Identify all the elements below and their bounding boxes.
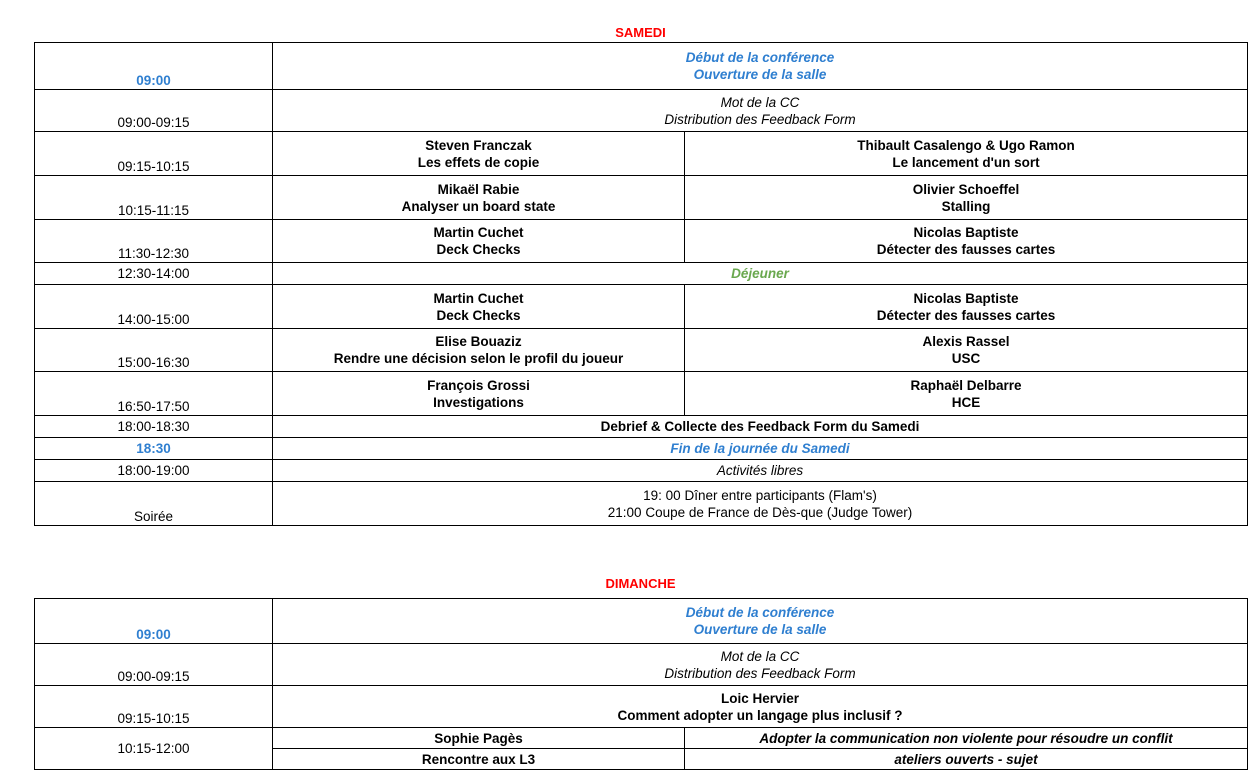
plenary-cell: [273, 686, 1248, 728]
table-row: [35, 329, 1248, 372]
table-row: [35, 482, 1248, 526]
table-row: [35, 43, 1248, 90]
opening-line-1: Début de la conférence: [685, 605, 835, 620]
table-row: [35, 285, 1248, 329]
time-cell: 09:00-09:15: [35, 644, 273, 686]
speaker: Elise Bouaziz: [435, 334, 522, 349]
session-right: [685, 132, 1248, 176]
evening-cell: [273, 482, 1248, 526]
session-left: [273, 132, 685, 176]
topic: Les effets de copie: [417, 154, 540, 170]
session-right: ateliers ouverts - sujet: [685, 749, 1248, 770]
topic: Rendre une décision selon le profil du joueur: [333, 351, 624, 366]
table-row: [35, 90, 1248, 132]
opening-line-2: Ouverture de la salle: [693, 622, 827, 637]
topic: Détecter des fausses cartes: [876, 307, 1056, 323]
session-left: [273, 220, 685, 263]
debrief-cell: Debrief & Collecte des Feedback Form du Samedi: [273, 416, 1248, 438]
day-title-saturday: SAMEDI: [615, 25, 666, 40]
time-cell: 10:15-11:15: [35, 176, 273, 220]
table-row: [35, 416, 1248, 438]
topic: Deck Checks: [436, 307, 521, 323]
time-cell: 09:00: [35, 43, 273, 90]
evening-line-1: 19: 00 Dîner entre participants (Flam's): [643, 487, 877, 503]
session-right: [685, 285, 1248, 329]
speaker: Martin Cuchet: [433, 225, 524, 240]
table-row: [35, 460, 1248, 482]
table-row: [35, 728, 1248, 749]
time-cell: 11:30-12:30: [35, 220, 273, 263]
session-right: Adopter la communication non violente pour résoudre un conflit: [685, 728, 1248, 749]
topic: Le lancement d'un sort: [892, 154, 1040, 170]
session-left: Rencontre aux L3: [273, 749, 685, 770]
welcome-line-2: Distribution des Feedback Form: [664, 665, 856, 681]
schedule-table-sunday: [34, 598, 1248, 770]
table-row: [35, 644, 1248, 686]
speaker: Raphaël Delbarre: [910, 377, 1022, 393]
topic: HCE: [951, 394, 981, 410]
session-left: Sophie Pagès: [273, 728, 685, 749]
free-activities-cell: Activités libres: [273, 460, 1248, 482]
session-left: [273, 372, 685, 416]
time-cell: 09:15-10:15: [35, 686, 273, 728]
topic: USC: [951, 351, 981, 366]
opening-cell: [273, 43, 1248, 90]
day-title-sunday: DIMANCHE: [605, 576, 676, 591]
welcome-cell: [273, 644, 1248, 686]
speaker: Loic Hervier: [720, 690, 800, 706]
opening-cell: [273, 599, 1248, 644]
speaker: Steven Franczak: [425, 137, 532, 153]
speaker: Thibault Casalengo & Ugo Ramon: [857, 137, 1075, 153]
time-cell: 18:00-18:30: [35, 416, 273, 438]
time-cell: 15:00-16:30: [35, 329, 273, 372]
topic: Deck Checks: [436, 242, 521, 257]
evening-line-2: 21:00 Coupe de France de Dès-que (Judge Tower): [607, 504, 913, 520]
time-cell: 18:30: [35, 438, 273, 460]
session-right: [685, 372, 1248, 416]
session-right: [685, 329, 1248, 372]
session-left: [273, 176, 685, 220]
end-day-cell: Fin de la journée du Samedi: [273, 438, 1248, 460]
speaker: Alexis Rassel: [922, 334, 1010, 349]
time-cell: 09:00: [35, 599, 273, 644]
time-cell: Soirée: [35, 482, 273, 526]
session-left: [273, 329, 685, 372]
session-right: [685, 176, 1248, 220]
lunch-cell: Déjeuner: [273, 263, 1248, 285]
table-row: [35, 438, 1248, 460]
time-cell: 18:00-19:00: [35, 460, 273, 482]
topic: Stalling: [941, 198, 991, 214]
time-cell: 14:00-15:00: [35, 285, 273, 329]
topic: Détecter des fausses cartes: [876, 242, 1056, 257]
time-cell: 10:15-12:00: [35, 728, 273, 770]
time-cell: 12:30-14:00: [35, 263, 273, 285]
time-cell: 09:00-09:15: [35, 90, 273, 132]
opening-line-1: Début de la conférence: [685, 50, 835, 65]
table-row: [35, 263, 1248, 285]
table-row: [35, 176, 1248, 220]
table-row: [35, 132, 1248, 176]
speaker: Mikaël Rabie: [437, 181, 520, 197]
table-row: [35, 599, 1248, 644]
topic: Comment adopter un langage plus inclusif ?: [617, 707, 903, 723]
welcome-line-1: Mot de la CC: [720, 648, 800, 664]
speaker: Nicolas Baptiste: [913, 225, 1019, 240]
welcome-line-1: Mot de la CC: [720, 94, 800, 110]
welcome-line-2: Distribution des Feedback Form: [664, 111, 856, 127]
speaker: Martin Cuchet: [433, 290, 524, 306]
topic: Analyser un board state: [401, 198, 556, 214]
opening-line-2: Ouverture de la salle: [693, 67, 827, 82]
welcome-cell: [273, 90, 1248, 132]
table-row: [35, 372, 1248, 416]
time-cell: 09:15-10:15: [35, 132, 273, 176]
speaker: Nicolas Baptiste: [913, 290, 1019, 306]
table-row: [35, 220, 1248, 263]
speaker: François Grossi: [427, 377, 530, 393]
speaker: Olivier Schoeffel: [912, 181, 1020, 197]
session-right: [685, 220, 1248, 263]
table-row: [35, 686, 1248, 728]
session-left: [273, 285, 685, 329]
schedule-table-saturday: [34, 42, 1248, 526]
topic: Investigations: [433, 394, 524, 410]
time-cell: 16:50-17:50: [35, 372, 273, 416]
